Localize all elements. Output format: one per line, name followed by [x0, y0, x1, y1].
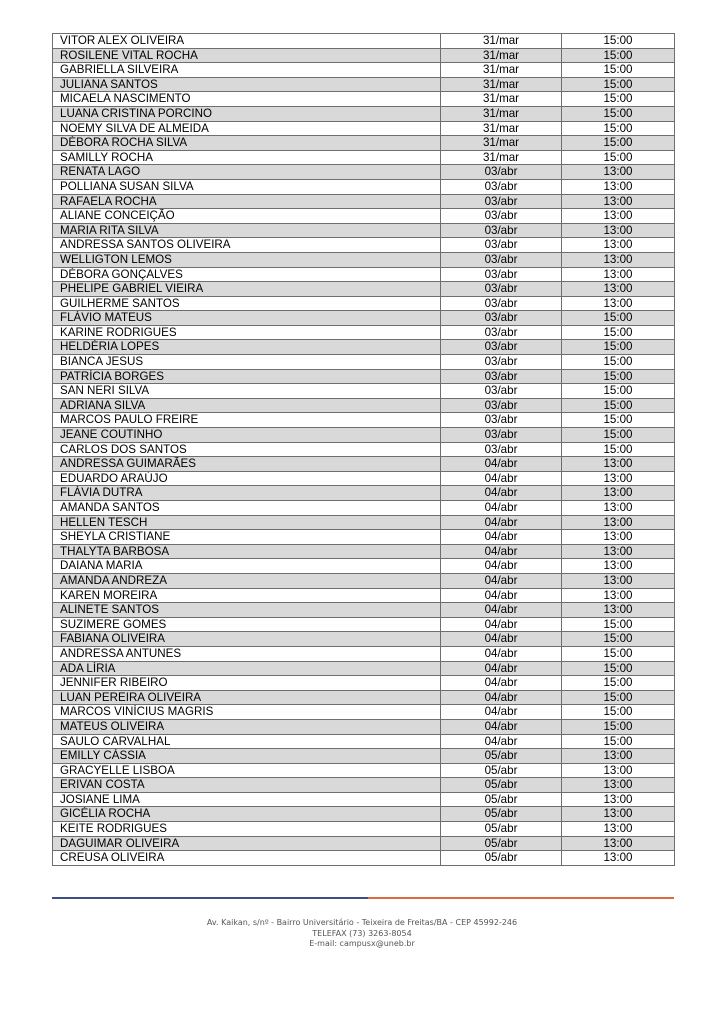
- time-cell: 13:00: [562, 559, 675, 574]
- time-cell: 13:00: [562, 851, 675, 866]
- name-cell: KARINE RODRIGUES: [53, 325, 441, 340]
- table-row: [53, 792, 675, 807]
- time-cell: 15:00: [562, 398, 675, 413]
- table-row: [53, 252, 675, 267]
- date-cell: 04/abr: [441, 719, 562, 734]
- time-cell: 13:00: [562, 296, 675, 311]
- name-cell: JENNIFER RIBEIRO: [53, 676, 441, 691]
- date-cell: 03/abr: [441, 165, 562, 180]
- table-row: [53, 384, 675, 399]
- name-cell: SAMILLY ROCHA: [53, 150, 441, 165]
- name-cell: KEITE RODRIGUES: [53, 822, 441, 837]
- date-cell: 31/mar: [441, 92, 562, 107]
- time-cell: 13:00: [562, 179, 675, 194]
- name-cell: SUZIMERE GOMES: [53, 617, 441, 632]
- name-cell: SHEYLA CRISTIANE: [53, 530, 441, 545]
- name-cell: CARLOS DOS SANTOS: [53, 442, 441, 457]
- table-row: [53, 690, 675, 705]
- time-cell: 15:00: [562, 369, 675, 384]
- footer: [0, 918, 724, 950]
- schedule-table: [52, 33, 675, 866]
- table-row: [53, 442, 675, 457]
- time-cell: 13:00: [562, 515, 675, 530]
- date-cell: 04/abr: [441, 603, 562, 618]
- time-cell: 13:00: [562, 501, 675, 516]
- footer-rule-orange: [368, 897, 674, 899]
- table-row: [53, 238, 675, 253]
- table-row: [53, 588, 675, 603]
- table-row: [53, 851, 675, 866]
- footer-rule-blue: [52, 897, 368, 899]
- time-cell: 13:00: [562, 267, 675, 282]
- date-cell: 31/mar: [441, 34, 562, 49]
- date-cell: 03/abr: [441, 442, 562, 457]
- name-cell: SAN NERI SILVA: [53, 384, 441, 399]
- time-cell: 15:00: [562, 734, 675, 749]
- date-cell: 04/abr: [441, 457, 562, 472]
- name-cell: ADRIANA SILVA: [53, 398, 441, 413]
- table-row: [53, 121, 675, 136]
- date-cell: 31/mar: [441, 121, 562, 136]
- table-row: [53, 471, 675, 486]
- date-cell: 04/abr: [441, 544, 562, 559]
- name-cell: DAIANA MARIA: [53, 559, 441, 574]
- name-cell: ADA LÍRIA: [53, 661, 441, 676]
- date-cell: 31/mar: [441, 63, 562, 78]
- name-cell: BIANCA JESUS: [53, 355, 441, 370]
- name-cell: ERIVAN COSTA: [53, 778, 441, 793]
- footer-phone: TELEFAX (73) 3263-8054: [312, 928, 412, 938]
- time-cell: 15:00: [562, 705, 675, 720]
- time-cell: 15:00: [562, 136, 675, 151]
- name-cell: POLLIANA SUSAN SILVA: [53, 179, 441, 194]
- date-cell: 03/abr: [441, 398, 562, 413]
- table-row: [53, 34, 675, 49]
- time-cell: 15:00: [562, 384, 675, 399]
- table-row: [53, 325, 675, 340]
- time-cell: 15:00: [562, 676, 675, 691]
- name-cell: WELLIGTON LEMOS: [53, 252, 441, 267]
- date-cell: 03/abr: [441, 267, 562, 282]
- name-cell: RENATA LAGO: [53, 165, 441, 180]
- name-cell: AMANDA SANTOS: [53, 501, 441, 516]
- date-cell: 03/abr: [441, 384, 562, 399]
- time-cell: 13:00: [562, 778, 675, 793]
- table-row: [53, 530, 675, 545]
- name-cell: JEANE COUTINHO: [53, 428, 441, 443]
- time-cell: 15:00: [562, 150, 675, 165]
- date-cell: 03/abr: [441, 311, 562, 326]
- table-row: [53, 179, 675, 194]
- date-cell: 05/abr: [441, 822, 562, 837]
- table-row: [53, 457, 675, 472]
- time-cell: 13:00: [562, 749, 675, 764]
- table-row: [53, 763, 675, 778]
- name-cell: GABRIELLA SILVEIRA: [53, 63, 441, 78]
- name-cell: RAFAELA ROCHA: [53, 194, 441, 209]
- table-row: [53, 369, 675, 384]
- table-row: [53, 165, 675, 180]
- name-cell: GICÉLIA ROCHA: [53, 807, 441, 822]
- date-cell: 04/abr: [441, 646, 562, 661]
- table-row: [53, 398, 675, 413]
- time-cell: 15:00: [562, 661, 675, 676]
- table-row: [53, 617, 675, 632]
- table-row: [53, 223, 675, 238]
- table-row: [53, 413, 675, 428]
- time-cell: 15:00: [562, 632, 675, 647]
- time-cell: 15:00: [562, 442, 675, 457]
- time-cell: 13:00: [562, 530, 675, 545]
- name-cell: THALYTA BARBOSA: [53, 544, 441, 559]
- date-cell: 31/mar: [441, 150, 562, 165]
- date-cell: 31/mar: [441, 106, 562, 121]
- table-row: [53, 136, 675, 151]
- time-cell: 13:00: [562, 603, 675, 618]
- time-cell: 15:00: [562, 63, 675, 78]
- time-cell: 15:00: [562, 311, 675, 326]
- date-cell: 03/abr: [441, 428, 562, 443]
- time-cell: 15:00: [562, 92, 675, 107]
- name-cell: ANDRESSA GUIMARÃES: [53, 457, 441, 472]
- table-row: [53, 63, 675, 78]
- time-cell: 15:00: [562, 719, 675, 734]
- name-cell: GUILHERME SANTOS: [53, 296, 441, 311]
- table-row: [53, 48, 675, 63]
- name-cell: FLÁVIA DUTRA: [53, 486, 441, 501]
- name-cell: MARCOS PAULO FREIRE: [53, 413, 441, 428]
- name-cell: MARCOS VINÍCIUS MAGRIS: [53, 705, 441, 720]
- date-cell: 04/abr: [441, 501, 562, 516]
- name-cell: MARIA RITA SILVA: [53, 223, 441, 238]
- time-cell: 13:00: [562, 471, 675, 486]
- date-cell: 05/abr: [441, 851, 562, 866]
- table-row: [53, 705, 675, 720]
- time-cell: 15:00: [562, 355, 675, 370]
- name-cell: ANDRESSA SANTOS OLIVEIRA: [53, 238, 441, 253]
- date-cell: 04/abr: [441, 690, 562, 705]
- date-cell: 03/abr: [441, 282, 562, 297]
- name-cell: MICAELA NASCIMENTO: [53, 92, 441, 107]
- date-cell: 04/abr: [441, 471, 562, 486]
- name-cell: FABIANA OLIVEIRA: [53, 632, 441, 647]
- date-cell: 05/abr: [441, 778, 562, 793]
- table-row: [53, 836, 675, 851]
- time-cell: 15:00: [562, 690, 675, 705]
- footer-address: Av. Kaikan, s/nº - Bairro Universitário - Teixeira de Freitas/BA - CEP 45992-246: [206, 918, 518, 927]
- time-cell: 13:00: [562, 252, 675, 267]
- name-cell: HELDÉRIA LOPES: [53, 340, 441, 355]
- name-cell: LUANA CRISTINA PORCINO: [53, 106, 441, 121]
- time-cell: 15:00: [562, 77, 675, 92]
- date-cell: 31/mar: [441, 136, 562, 151]
- date-cell: 04/abr: [441, 617, 562, 632]
- time-cell: 13:00: [562, 588, 675, 603]
- table-row: [53, 822, 675, 837]
- table-row: [53, 92, 675, 107]
- name-cell: PATRÍCIA BORGES: [53, 369, 441, 384]
- name-cell: KAREN MOREIRA: [53, 588, 441, 603]
- name-cell: LUAN PEREIRA OLIVEIRA: [53, 690, 441, 705]
- table-row: [53, 807, 675, 822]
- footer-email: E-mail: campusx@uneb.br: [309, 939, 415, 948]
- date-cell: 03/abr: [441, 340, 562, 355]
- time-cell: 13:00: [562, 544, 675, 559]
- date-cell: 31/mar: [441, 77, 562, 92]
- name-cell: VITOR ALEX OLIVEIRA: [53, 34, 441, 49]
- time-cell: 13:00: [562, 209, 675, 224]
- name-cell: AMANDA ANDREZA: [53, 573, 441, 588]
- time-cell: 15:00: [562, 428, 675, 443]
- table-row: [53, 106, 675, 121]
- table-row: [53, 501, 675, 516]
- table-row: [53, 573, 675, 588]
- date-cell: 03/abr: [441, 252, 562, 267]
- table-row: [53, 209, 675, 224]
- schedule-table-body: [53, 34, 675, 866]
- table-row: [53, 355, 675, 370]
- time-cell: 15:00: [562, 617, 675, 632]
- date-cell: 05/abr: [441, 792, 562, 807]
- time-cell: 13:00: [562, 807, 675, 822]
- name-cell: PHELIPE GABRIEL VIEIRA: [53, 282, 441, 297]
- name-cell: EDUARDO ARAÚJO: [53, 471, 441, 486]
- name-cell: SAULO CARVALHAL: [53, 734, 441, 749]
- date-cell: 04/abr: [441, 588, 562, 603]
- time-cell: 13:00: [562, 573, 675, 588]
- table-row: [53, 282, 675, 297]
- date-cell: 05/abr: [441, 836, 562, 851]
- date-cell: 04/abr: [441, 661, 562, 676]
- date-cell: 05/abr: [441, 763, 562, 778]
- name-cell: DÉBORA ROCHA SILVA: [53, 136, 441, 151]
- date-cell: 05/abr: [441, 807, 562, 822]
- date-cell: 03/abr: [441, 355, 562, 370]
- date-cell: 04/abr: [441, 530, 562, 545]
- time-cell: 15:00: [562, 106, 675, 121]
- time-cell: 13:00: [562, 836, 675, 851]
- date-cell: 03/abr: [441, 296, 562, 311]
- table-row: [53, 734, 675, 749]
- time-cell: 13:00: [562, 223, 675, 238]
- table-row: [53, 340, 675, 355]
- time-cell: 13:00: [562, 763, 675, 778]
- time-cell: 13:00: [562, 238, 675, 253]
- table-row: [53, 661, 675, 676]
- date-cell: 03/abr: [441, 194, 562, 209]
- time-cell: 15:00: [562, 325, 675, 340]
- table-row: [53, 311, 675, 326]
- name-cell: MATEUS OLIVEIRA: [53, 719, 441, 734]
- name-cell: FLÁVIO MATEUS: [53, 311, 441, 326]
- date-cell: 04/abr: [441, 734, 562, 749]
- name-cell: NOEMY SILVA DE ALMEIDA: [53, 121, 441, 136]
- table-row: [53, 778, 675, 793]
- time-cell: 15:00: [562, 413, 675, 428]
- table-row: [53, 150, 675, 165]
- date-cell: 31/mar: [441, 48, 562, 63]
- date-cell: 04/abr: [441, 486, 562, 501]
- time-cell: 15:00: [562, 121, 675, 136]
- date-cell: 04/abr: [441, 705, 562, 720]
- time-cell: 13:00: [562, 486, 675, 501]
- date-cell: 04/abr: [441, 676, 562, 691]
- table-row: [53, 544, 675, 559]
- name-cell: HELLEN TESCH: [53, 515, 441, 530]
- date-cell: 03/abr: [441, 223, 562, 238]
- date-cell: 03/abr: [441, 325, 562, 340]
- date-cell: 03/abr: [441, 179, 562, 194]
- table-row: [53, 676, 675, 691]
- name-cell: GRACYELLE LISBOA: [53, 763, 441, 778]
- table-row: [53, 603, 675, 618]
- date-cell: 03/abr: [441, 209, 562, 224]
- name-cell: CREUSA OLIVEIRA: [53, 851, 441, 866]
- name-cell: ROSILENE VITAL ROCHA: [53, 48, 441, 63]
- table-row: [53, 749, 675, 764]
- table-row: [53, 194, 675, 209]
- table-row: [53, 267, 675, 282]
- date-cell: 04/abr: [441, 559, 562, 574]
- name-cell: JULIANA SANTOS: [53, 77, 441, 92]
- time-cell: 15:00: [562, 34, 675, 49]
- table-row: [53, 646, 675, 661]
- date-cell: 03/abr: [441, 369, 562, 384]
- date-cell: 03/abr: [441, 238, 562, 253]
- time-cell: 15:00: [562, 340, 675, 355]
- table-row: [53, 486, 675, 501]
- time-cell: 13:00: [562, 165, 675, 180]
- time-cell: 15:00: [562, 48, 675, 63]
- date-cell: 04/abr: [441, 632, 562, 647]
- date-cell: 03/abr: [441, 413, 562, 428]
- table-row: [53, 559, 675, 574]
- name-cell: ANDRESSA ANTUNES: [53, 646, 441, 661]
- table-row: [53, 632, 675, 647]
- time-cell: 15:00: [562, 646, 675, 661]
- name-cell: DAGUIMAR OLIVEIRA: [53, 836, 441, 851]
- table-row: [53, 428, 675, 443]
- name-cell: DÉBORA GONÇALVES: [53, 267, 441, 282]
- time-cell: 13:00: [562, 822, 675, 837]
- date-cell: 04/abr: [441, 515, 562, 530]
- table-row: [53, 77, 675, 92]
- time-cell: 13:00: [562, 792, 675, 807]
- table-row: [53, 719, 675, 734]
- date-cell: 05/abr: [441, 749, 562, 764]
- name-cell: ALINETE SANTOS: [53, 603, 441, 618]
- name-cell: ALIANE CONCEIÇÃO: [53, 209, 441, 224]
- time-cell: 13:00: [562, 282, 675, 297]
- table-row: [53, 515, 675, 530]
- table-row: [53, 296, 675, 311]
- time-cell: 13:00: [562, 457, 675, 472]
- name-cell: JOSIANE LIMA: [53, 792, 441, 807]
- time-cell: 13:00: [562, 194, 675, 209]
- date-cell: 04/abr: [441, 573, 562, 588]
- name-cell: EMILLY CÁSSIA: [53, 749, 441, 764]
